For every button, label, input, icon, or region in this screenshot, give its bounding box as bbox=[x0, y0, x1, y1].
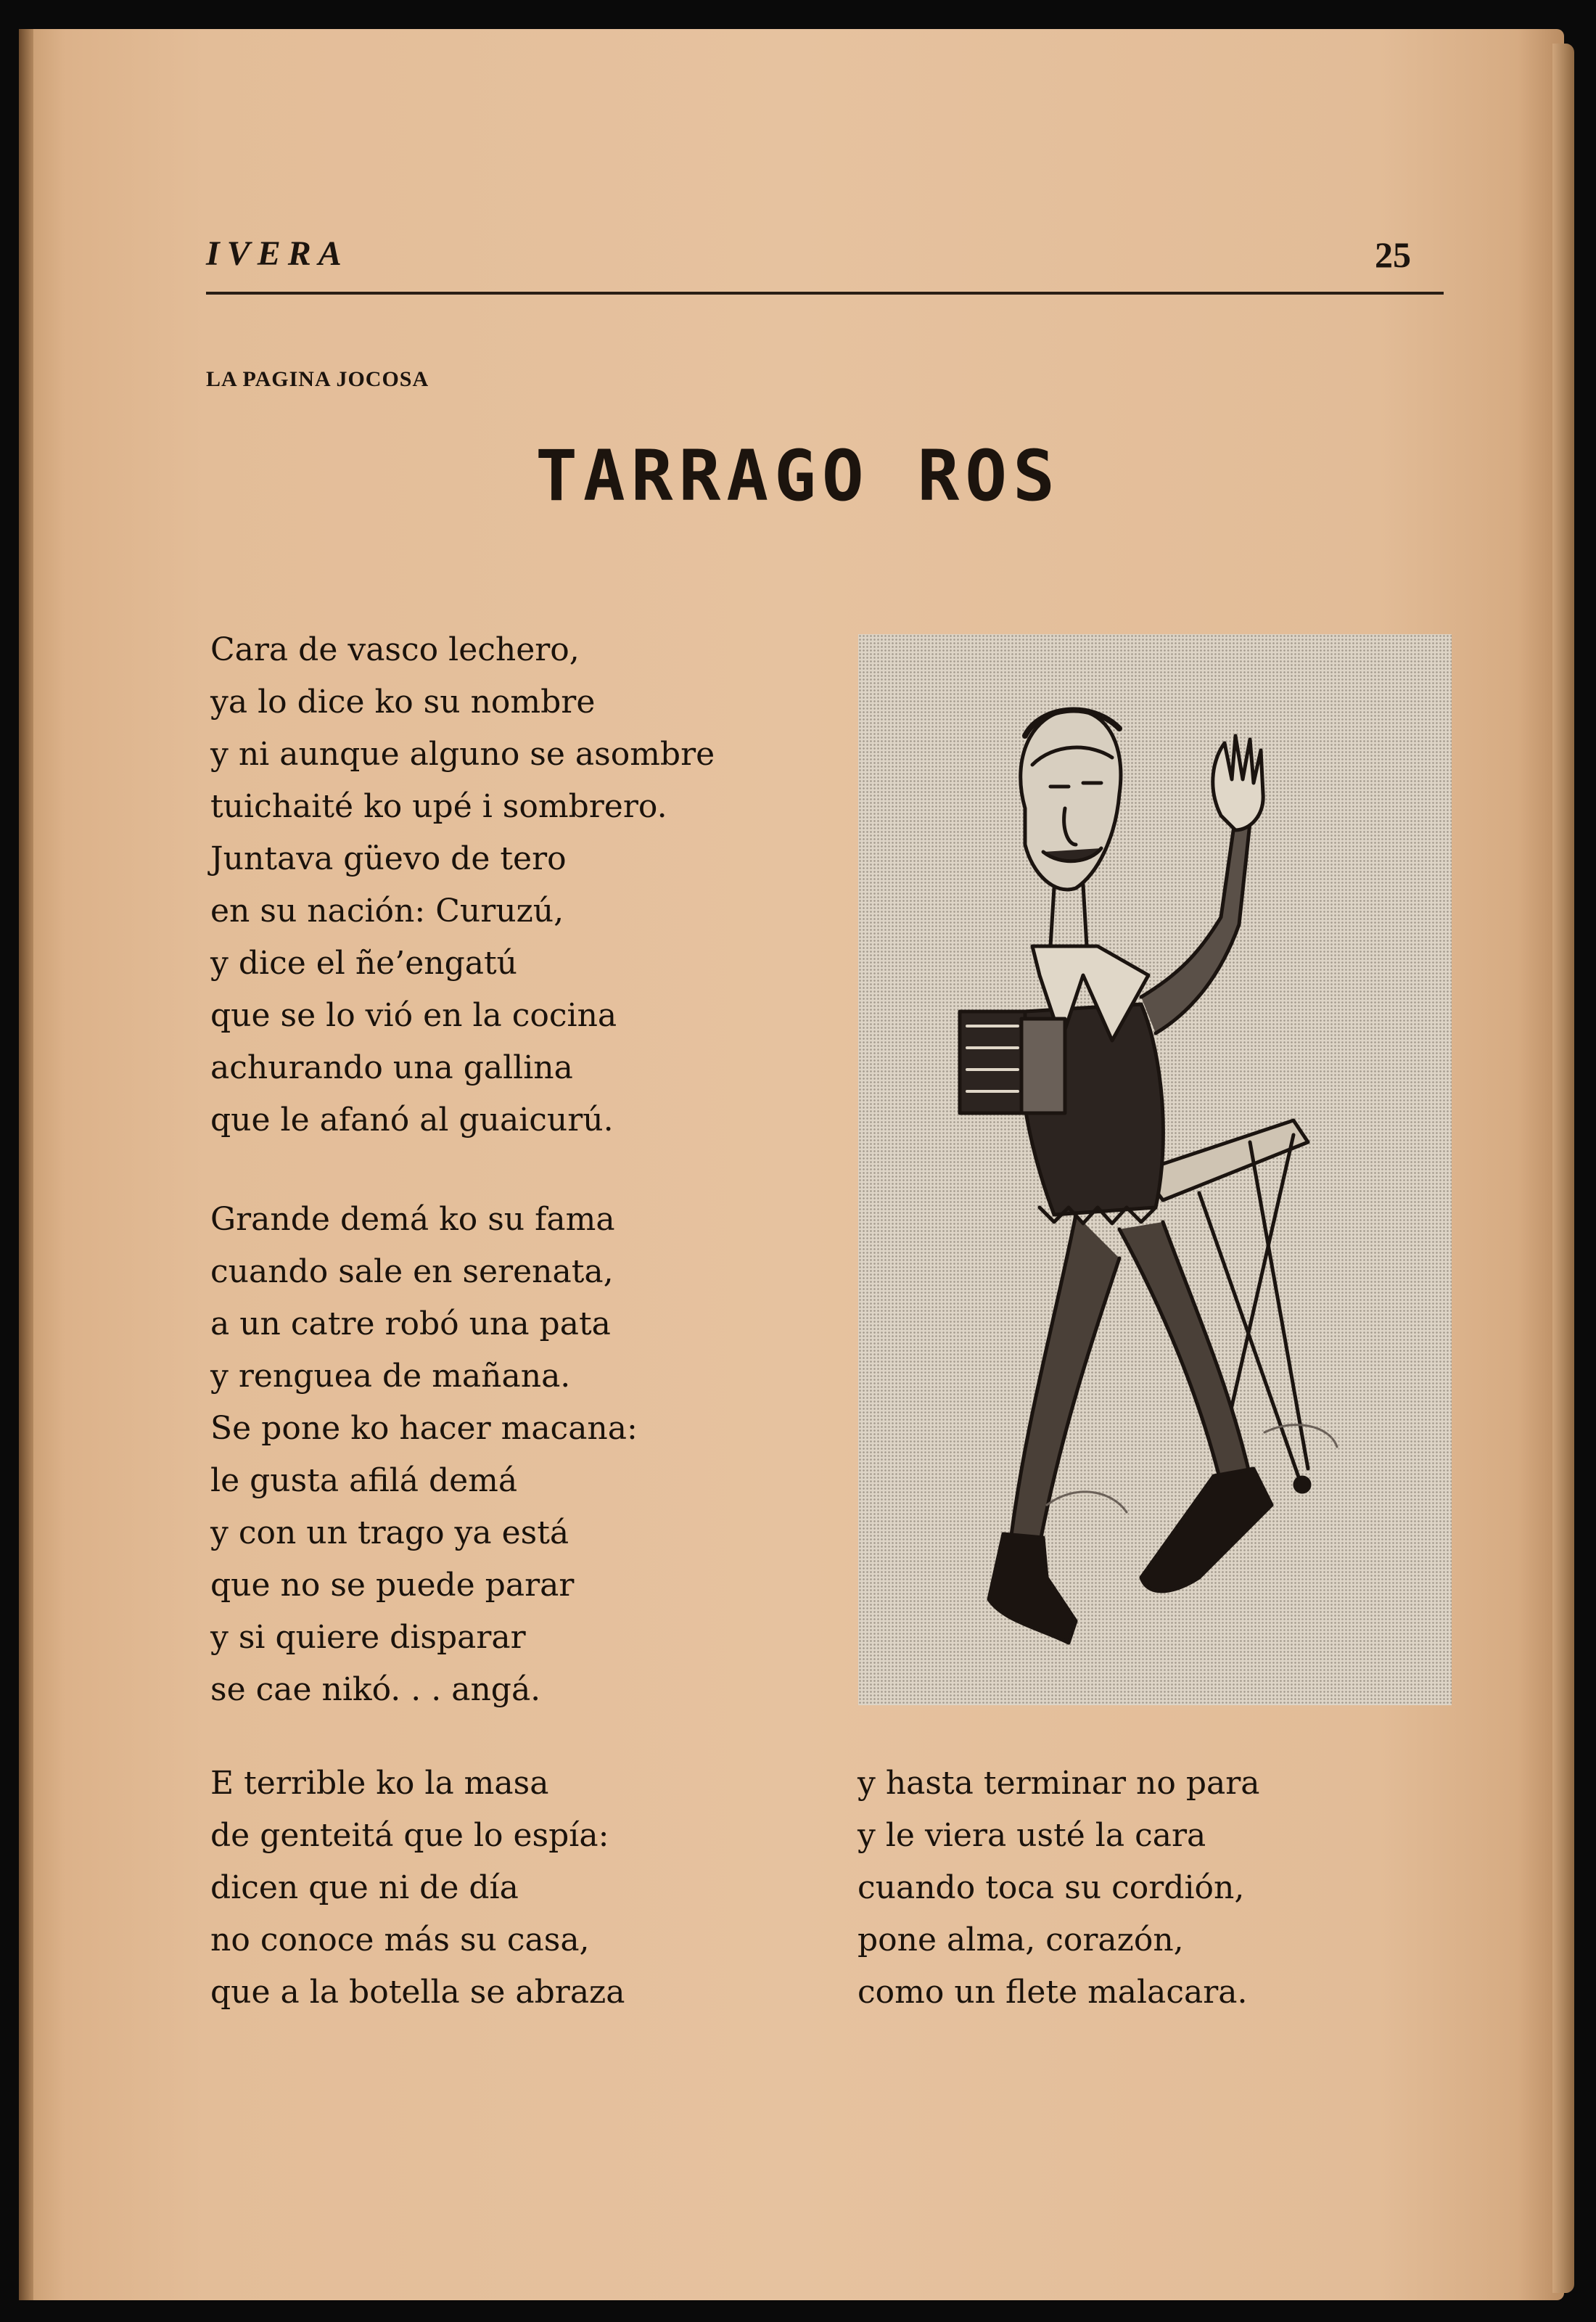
running-title: IVERA bbox=[206, 234, 349, 273]
verse-line: y le viera usté la cara bbox=[857, 1817, 1206, 1854]
caricature-illustration bbox=[858, 634, 1452, 1705]
verse-line: y hasta terminar no para bbox=[857, 1765, 1260, 1802]
verse-line: tuichaité ko upé i sombrero. bbox=[210, 788, 667, 825]
verse-line: y si quiere disparar bbox=[210, 1619, 526, 1656]
section-label: LA PAGINA JOCOSA bbox=[206, 367, 429, 391]
caricature-accordion-player-icon bbox=[858, 634, 1452, 1705]
verse-line: que no se puede parar bbox=[210, 1567, 575, 1604]
verse-line: Juntava güevo de tero bbox=[210, 840, 567, 877]
stanza-3 bbox=[210, 1757, 625, 2019]
verse-line: se cae nikó. . . angá. bbox=[210, 1671, 541, 1708]
page-outer-edge bbox=[1552, 44, 1574, 2293]
verse-line: en su nación: Curuzú, bbox=[210, 893, 564, 930]
verse-line: Cara de vasco lechero, bbox=[210, 631, 580, 668]
verse-line: cuando sale en serenata, bbox=[210, 1253, 614, 1290]
verse-line: que se lo vió en la cocina bbox=[210, 997, 617, 1034]
verse-line: achurando una gallina bbox=[210, 1049, 573, 1086]
verse-line: y renguea de mañana. bbox=[210, 1358, 571, 1395]
stanza-1 bbox=[210, 624, 715, 1146]
verse-line: como un flete malacara. bbox=[857, 1974, 1248, 2011]
stanza-2 bbox=[210, 1194, 638, 1716]
verse-line: que le afanó al guaicurú. bbox=[210, 1101, 614, 1139]
verse-line: y dice el ñe’engatú bbox=[210, 945, 518, 982]
verse-line: no conoce más su casa, bbox=[210, 1921, 590, 1958]
verse-line: y ni aunque alguno se asombre bbox=[210, 736, 715, 773]
verse-line: y con un trago ya está bbox=[210, 1514, 569, 1551]
verse-line: Grande demá ko su fama bbox=[210, 1201, 615, 1238]
verse-line: a un catre robó una pata bbox=[210, 1305, 611, 1342]
verse-line: dicen que ni de día bbox=[210, 1869, 519, 1906]
verse-line: de genteitá que lo espía: bbox=[210, 1817, 609, 1854]
verse-line: pone alma, corazón, bbox=[857, 1921, 1184, 1958]
verse-line: que a la botella se abraza bbox=[210, 1974, 625, 2011]
header-rule bbox=[206, 292, 1444, 295]
page-title: TARRAGO ROS bbox=[535, 435, 1061, 517]
verse-line: ya lo dice ko su nombre bbox=[210, 684, 596, 721]
page-number: 25 bbox=[1375, 234, 1411, 275]
page-binding-edge bbox=[19, 29, 33, 2300]
stanza-4 bbox=[857, 1757, 1260, 2019]
verse-line: Se pone ko hacer macana: bbox=[210, 1410, 638, 1447]
verse-line: le gusta afilá demá bbox=[210, 1462, 518, 1499]
verse-line: cuando toca su cordión, bbox=[857, 1869, 1245, 1906]
verse-line: E terrible ko la masa bbox=[210, 1765, 549, 1802]
